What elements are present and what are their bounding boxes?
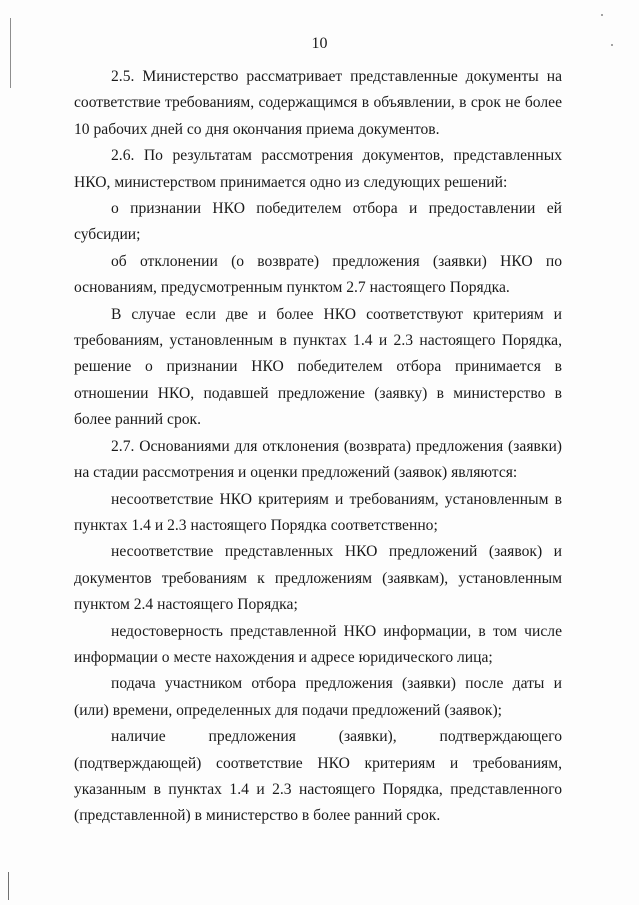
paragraph-tie-rule: В случае если две и более НКО соответствуют критериям и требованиям, установленным в пунктах 1.4 и 2.3 настоящего Порядка, решение о признании НКО победителем отбора принимается в отношении НКО, подавшей предложение (заявку) в министерство в более ранний срок. [74, 305, 562, 429]
paragraph-ground-false-info: недостоверность представленной НКО информации, в том числе информации о месте нахождения и адресе юридического лица; [74, 622, 562, 666]
page-number: 10 [311, 35, 328, 52]
scan-edge-mark [8, 872, 9, 900]
paragraph-decision-winner: о признании НКО победителем отбора и предоставлении ей субсидии; [74, 200, 562, 244]
scan-dust-speck [601, 14, 603, 16]
paragraph-decision-reject: об отклонении (о возврате) предложения (заявки) НКО по основаниям, предусмотренным пунктом 2.7 настоящего Порядка. [74, 252, 562, 297]
paragraph-ground-earlier: наличие предложения (заявки), подтверждающего (подтверждающей) соответствие НКО критериям и требованиям, указанным в пунктах 1.4 и 2.3 настоящего Порядка, представленного (представленной) в министерство в более ранний срок. [74, 728, 562, 825]
paragraph-2-6: 2.6. По результатам рассмотрения документов, представленных НКО, министерством принимается одно из следующих решений: [74, 147, 562, 191]
paragraph-2-5: 2.5. Министерство рассматривает представленные документы на соответствие требованиям, содержащимся в объявлении, в срок не более 10 рабочих дней со дня окончания приема документов. [74, 68, 562, 138]
document-body [74, 64, 562, 830]
scan-dust-speck [611, 44, 613, 46]
paragraph-ground-criteria: несоответствие НКО критериям и требованиям, установленным в пунктах 1.4 и 2.3 настоящего Порядка соответственно; [74, 490, 562, 534]
paragraph-ground-late: подача участником отбора предложения (заявки) после даты и (или) времени, определенных для подачи предложений (заявок); [74, 675, 562, 719]
paragraph-ground-documents: несоответствие представленных НКО предложений (заявок) и документов требованиям к предложениям (заявкам), установленным пунктом 2.4 настоящего Порядка; [74, 543, 562, 614]
paragraph-2-7: 2.7. Основаниями для отклонения (возврата) предложения (заявки) на стадии рассмотрения и оценки предложений (заявок) являются: [74, 437, 562, 482]
scan-edge-mark [10, 18, 11, 88]
